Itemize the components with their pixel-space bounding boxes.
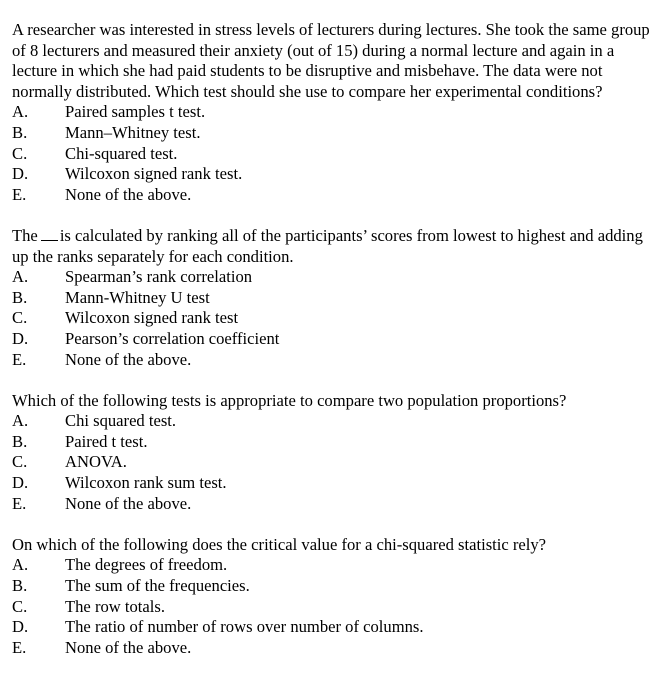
question-1 [12,20,670,205]
option-letter: E. [12,184,27,204]
option-letter: E. [12,493,27,513]
option-text: Spearman’s rank correlation [65,267,253,287]
option-letter: D. [12,473,29,493]
question-1-option-d [12,164,670,185]
option-text: None of the above. [65,184,192,204]
option-text: Paired samples t test. [65,102,206,122]
option-letter: C. [12,452,28,472]
option-letter: D. [12,328,29,348]
option-text: The sum of the frequencies. [65,576,250,596]
question-3-option-d [12,473,670,494]
option-text: Paired t test. [65,431,148,451]
option-text: Chi squared test. [65,411,177,431]
question-1-options [12,102,670,205]
question-4-option-a [12,555,670,576]
option-text: Wilcoxon rank sum test. [65,473,227,493]
option-letter: C. [12,596,28,616]
question-1-option-a [12,102,670,123]
option-text: The row totals. [65,596,166,616]
question-4-option-e [12,638,670,659]
question-1-option-c [12,144,670,165]
option-letter: A. [12,267,29,287]
question-4-options [12,555,670,658]
option-letter: A. [12,411,29,431]
question-3-option-a [12,411,670,432]
question-4-option-b [12,576,670,597]
spacer [12,205,670,226]
option-text: Wilcoxon signed rank test. [65,164,243,184]
spacer [12,514,670,535]
option-letter: D. [12,617,29,637]
question-2-stem-after: is calculated by ranking all of the participants’ scores from lowest to highest and adding up the ranks separately for each condition. [12,225,643,266]
question-1-stem: A researcher was interested in stress levels of lecturers during lectures. She took the same group of 8 lecturers and measured their anxiety (out of 15) during a normal lecture and again in a lecture in which she had paid students to be disruptive and misbehave. The data were not normally distributed. Which test should she use to compare her experimental conditions? [12,20,650,101]
question-3-option-b [12,432,670,453]
question-4 [12,535,670,659]
option-text: Chi-squared test. [65,143,178,163]
question-2-option-e [12,350,670,371]
question-1-option-b [12,123,670,144]
question-2-option-a [12,267,670,288]
question-2-options [12,267,670,370]
option-letter: B. [12,287,28,307]
option-text: Wilcoxon signed rank test [65,308,239,328]
question-2-option-c [12,308,670,329]
question-2 [12,226,670,370]
question-4-option-d [12,617,670,638]
option-letter: E. [12,349,27,369]
spacer [12,370,670,391]
option-letter: D. [12,164,29,184]
option-letter: E. [12,637,27,657]
option-text: The ratio of number of rows over number of columns. [65,617,424,637]
option-letter: A. [12,102,29,122]
option-text: None of the above. [65,349,192,369]
option-text: The degrees of freedom. [65,555,228,575]
question-3-option-e [12,494,670,515]
question-3-option-c [12,452,670,473]
question-1-option-e [12,185,670,206]
question-3 [12,391,670,515]
option-text: ANOVA. [65,452,127,472]
question-2-stem [12,226,670,267]
option-text: Pearson’s correlation coefficient [65,328,280,348]
option-letter: B. [12,576,28,596]
option-letter: C. [12,143,28,163]
option-text: None of the above. [65,637,192,657]
question-2-option-d [12,329,670,350]
question-2-option-b [12,288,670,309]
option-text: None of the above. [65,493,192,513]
option-text: Mann–Whitney test. [65,122,201,142]
option-letter: B. [12,122,28,142]
option-letter: C. [12,308,28,328]
question-2-stem-before: The [12,225,38,245]
question-4-option-c [12,597,670,618]
option-text: Mann-Whitney U test [65,287,210,307]
question-4-stem: On which of the following does the critical value for a chi-squared statistic rely? [12,534,547,554]
question-3-stem: Which of the following tests is appropriate to compare two population proportions? [12,390,567,410]
question-3-options [12,411,670,514]
option-letter: A. [12,555,29,575]
option-letter: B. [12,431,28,451]
blank-line [41,226,58,241]
